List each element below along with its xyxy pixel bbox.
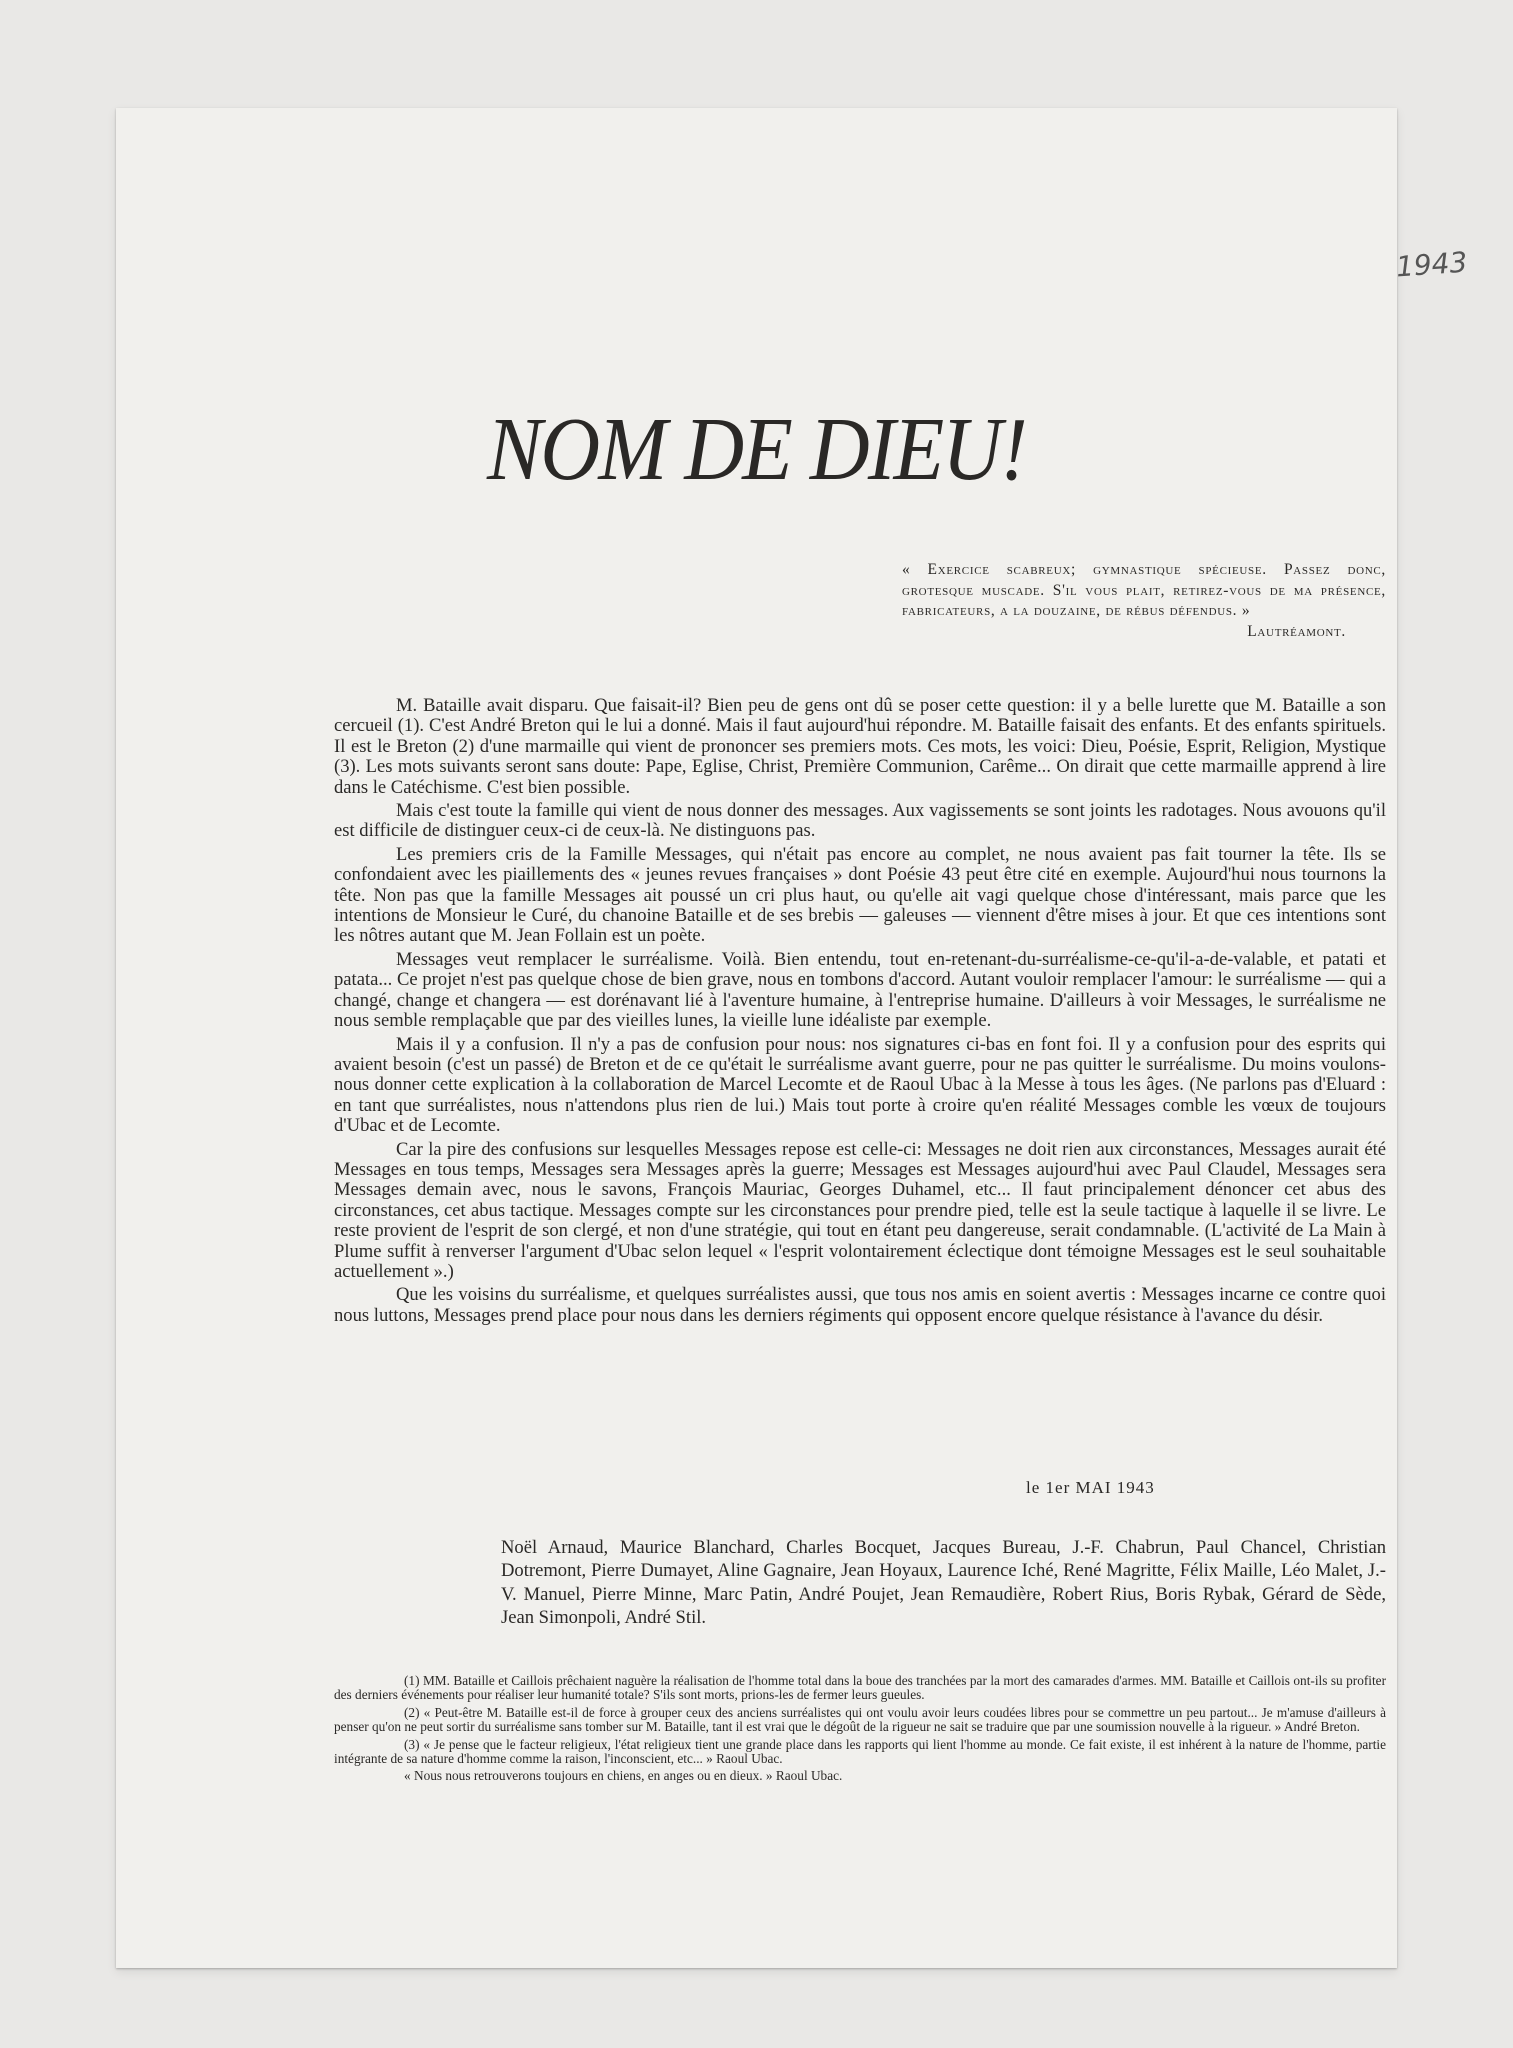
page-title: NOM DE DIEU! — [486, 400, 1027, 499]
footnote: (2) « Peut-être M. Bataille est-il de force à grouper ceux des anciens surréalistes qui ont voulu avoir leurs coudées libres pour se commettre un peu partout... Je m'amuse d'ailleurs à penser qu'on ne peut sortir du surréalisme sans tomber sur M. Bataille, tant il est vrai que le dégoût de la rigueur ne sait se traduire que par une soumission nouvelle à la rigueur. » André Breton. — [334, 1704, 1386, 1735]
footnotes — [334, 1674, 1386, 1787]
dateline: le 1er MAI 1943 — [1026, 1478, 1155, 1497]
epigraph-text: « Exercice scabreux; gymnastique spécieuse. Passez donc, grotesque muscade. S'il vous plait, retirez-vous de ma présence, fabricateurs, a la douzaine, de rébus défendus. » — [902, 561, 1386, 619]
handwritten-year: 1943 — [1394, 245, 1469, 284]
paragraph: Messages veut remplacer le surréalisme. Voilà. Bien entendu, tout en-retenant-du-surréalisme-ce-qu'il-a-de-valable, et patati et patata... Ce projet n'est pas quelque chose de bien grave, nous en tombons d'accord. Autant vouloir remplacer l'amour: le surréalisme — qui a changé, change et changera — est dorénavant lié à l'aventure humaine, à l'entreprise humaine. D'ailleurs à voir Messages, le surréalisme ne nous semble remplaçable que par des vieilles lunes, la vieille lune idéaliste par exemple. — [334, 948, 1386, 1032]
epigraph — [902, 560, 1386, 642]
footnote: « Nous nous retrouverons toujours en chiens, en anges ou en dieux. » Raoul Ubac. — [404, 1768, 843, 1784]
paragraph: Les premiers cris de la Famille Messages, qui n'était pas encore au complet, ne nous avaient pas fait tourner la tête. Ils se confondaient avec les piaillements des « jeunes revues françaises » dont Poésie 43 peut être cité en exemple. Aujourd'hui nous tournons la tête. Non pas que la famille Messages ait poussé un cri plus haut, ou qu'elle ait vagi quelque chose d'intéressant, mais parce que les intentions de Monsieur le Curé, du chanoine Bataille et de ses brebis — galeuses — viennent d'être mises à jour. Et que ces intentions sont les nôtres autant que M. Jean Follain est un poète. — [334, 843, 1386, 947]
signatures: Noël Arnaud, Maurice Blanchard, Charles Bocquet, Jacques Bureau, J.-F. Chabrun, Paul Chancel, Christian Dotremont, Pierre Dumayet, Aline Gagnaire, Jean Hoyaux, Laurence Iché, René Magritte, Félix Maille, Léo Malet, J.-V. Manuel, Pierre Minne, Marc Patin, André Poujet, Jean Remaudière, Robert Rius, Boris Rybak, Gérard de Sède, Jean Simonpoli, André Stil. — [501, 1537, 1386, 1629]
footnote: (3) « Je pense que le facteur religieux, l'état religieux tient une grande place dans les rapports qui lient l'homme au monde. Ce fait existe, il est inhérent à la nature de l'homme, partie intégrante de sa nature d'homme comme la raison, l'inconscient, etc... » Raoul Ubac. — [334, 1736, 1386, 1767]
paragraph: Que les voisins du surréalisme, et quelques surréalistes aussi, que tous nos amis en soient avertis : Messages incarne ce contre quoi nous luttons, Messages prend place pour nous dans les derniers régiments qui opposent encore quelque résistance à l'avance du désir. — [334, 1284, 1386, 1326]
paragraph: Mais il y a confusion. Il n'y a pas de confusion pour nous: nos signatures ci-bas en font foi. Il y a confusion pour des esprits qui avaient besoin (c'est un passé) de Breton et de ce qu'était le surréalisme avant guerre, pour ne pas quitter le surréalisme. Du moins voulons-nous donner cette explication à la collaboration de Marcel Lecomte et de Raoul Ubac à la Messe à tous les âges. (Ne parlons pas d'Eluard : en tant que surréalistes, nous n'attendons plus rien de lui.) Mais tout porte à croire qu'en réalité Messages comble les vœux de toujours d'Ubac et de Lecomte. — [334, 1033, 1386, 1137]
paragraph: Car la pire des confusions sur lesquelles Messages repose est celle-ci: Messages ne doit rien aux circonstances, Messages aurait été Messages en tous temps, Messages sera Messages après la guerre; Messages est Messages aujourd'hui avec Paul Claudel, Messages sera Messages demain avec, nous le savons, François Mauriac, Georges Duhamel, etc... Il faut principalement dénoncer cet abus des circonstances, cet abus tactique. Messages compte sur les circonstances pour prendre pied, telle est la seule tactique à laquelle il se livre. Le reste provient de l'esprit de son clergé, et non d'une stratégie, qui tout en étant peu dangereuse, serait condamnable. (L'activité de La Main à Plume suffit à renverser l'argument d'Ubac selon lequel « l'esprit volontairement éclectique dont témoigne Messages est le seul souhaitable actuellement ».) — [334, 1138, 1386, 1282]
epigraph-author: Lautréamont. — [1247, 622, 1346, 640]
paragraph: Mais c'est toute la famille qui vient de nous donner des messages. Aux vagissements se sont joints les radotages. Nous avouons qu'il est difficile de distinguer ceux-ci de ceux-là. Ne distinguons pas. — [334, 800, 1386, 842]
document-page — [116, 108, 1469, 1968]
body-text — [334, 696, 1386, 1326]
paragraph: M. Bataille avait disparu. Que faisait-il? Bien peu de gens ont dû se poser cette question: il y a belle lurette que M. Bataille a son cercueil (1). C'est André Breton qui le lui a donné. Mais il faut aujourd'hui répondre. M. Bataille faisait des enfants. Et des enfants spirituels. Il est le Breton (2) d'une marmaille qui vient de prononcer ses premiers mots. Ces mots, les voici: Dieu, Poésie, Esprit, Religion, Mystique (3). Les mots suivants seront sans doute: Pape, Eglise, Christ, Première Communion, Carême... On dirait que cette marmaille apprend à lire dans le Catéchisme. C'est bien possible. — [334, 695, 1386, 798]
footnote: (1) MM. Bataille et Caillois prêchaient naguère la réalisation de l'homme total dans la boue des tranchées par la mort des camarades d'armes. MM. Bataille et Caillois ont-ils su profiter des derniers événements pour réaliser leur humanité totale? S'ils sont morts, prions-les de fermer leurs gueules. — [334, 1673, 1386, 1703]
